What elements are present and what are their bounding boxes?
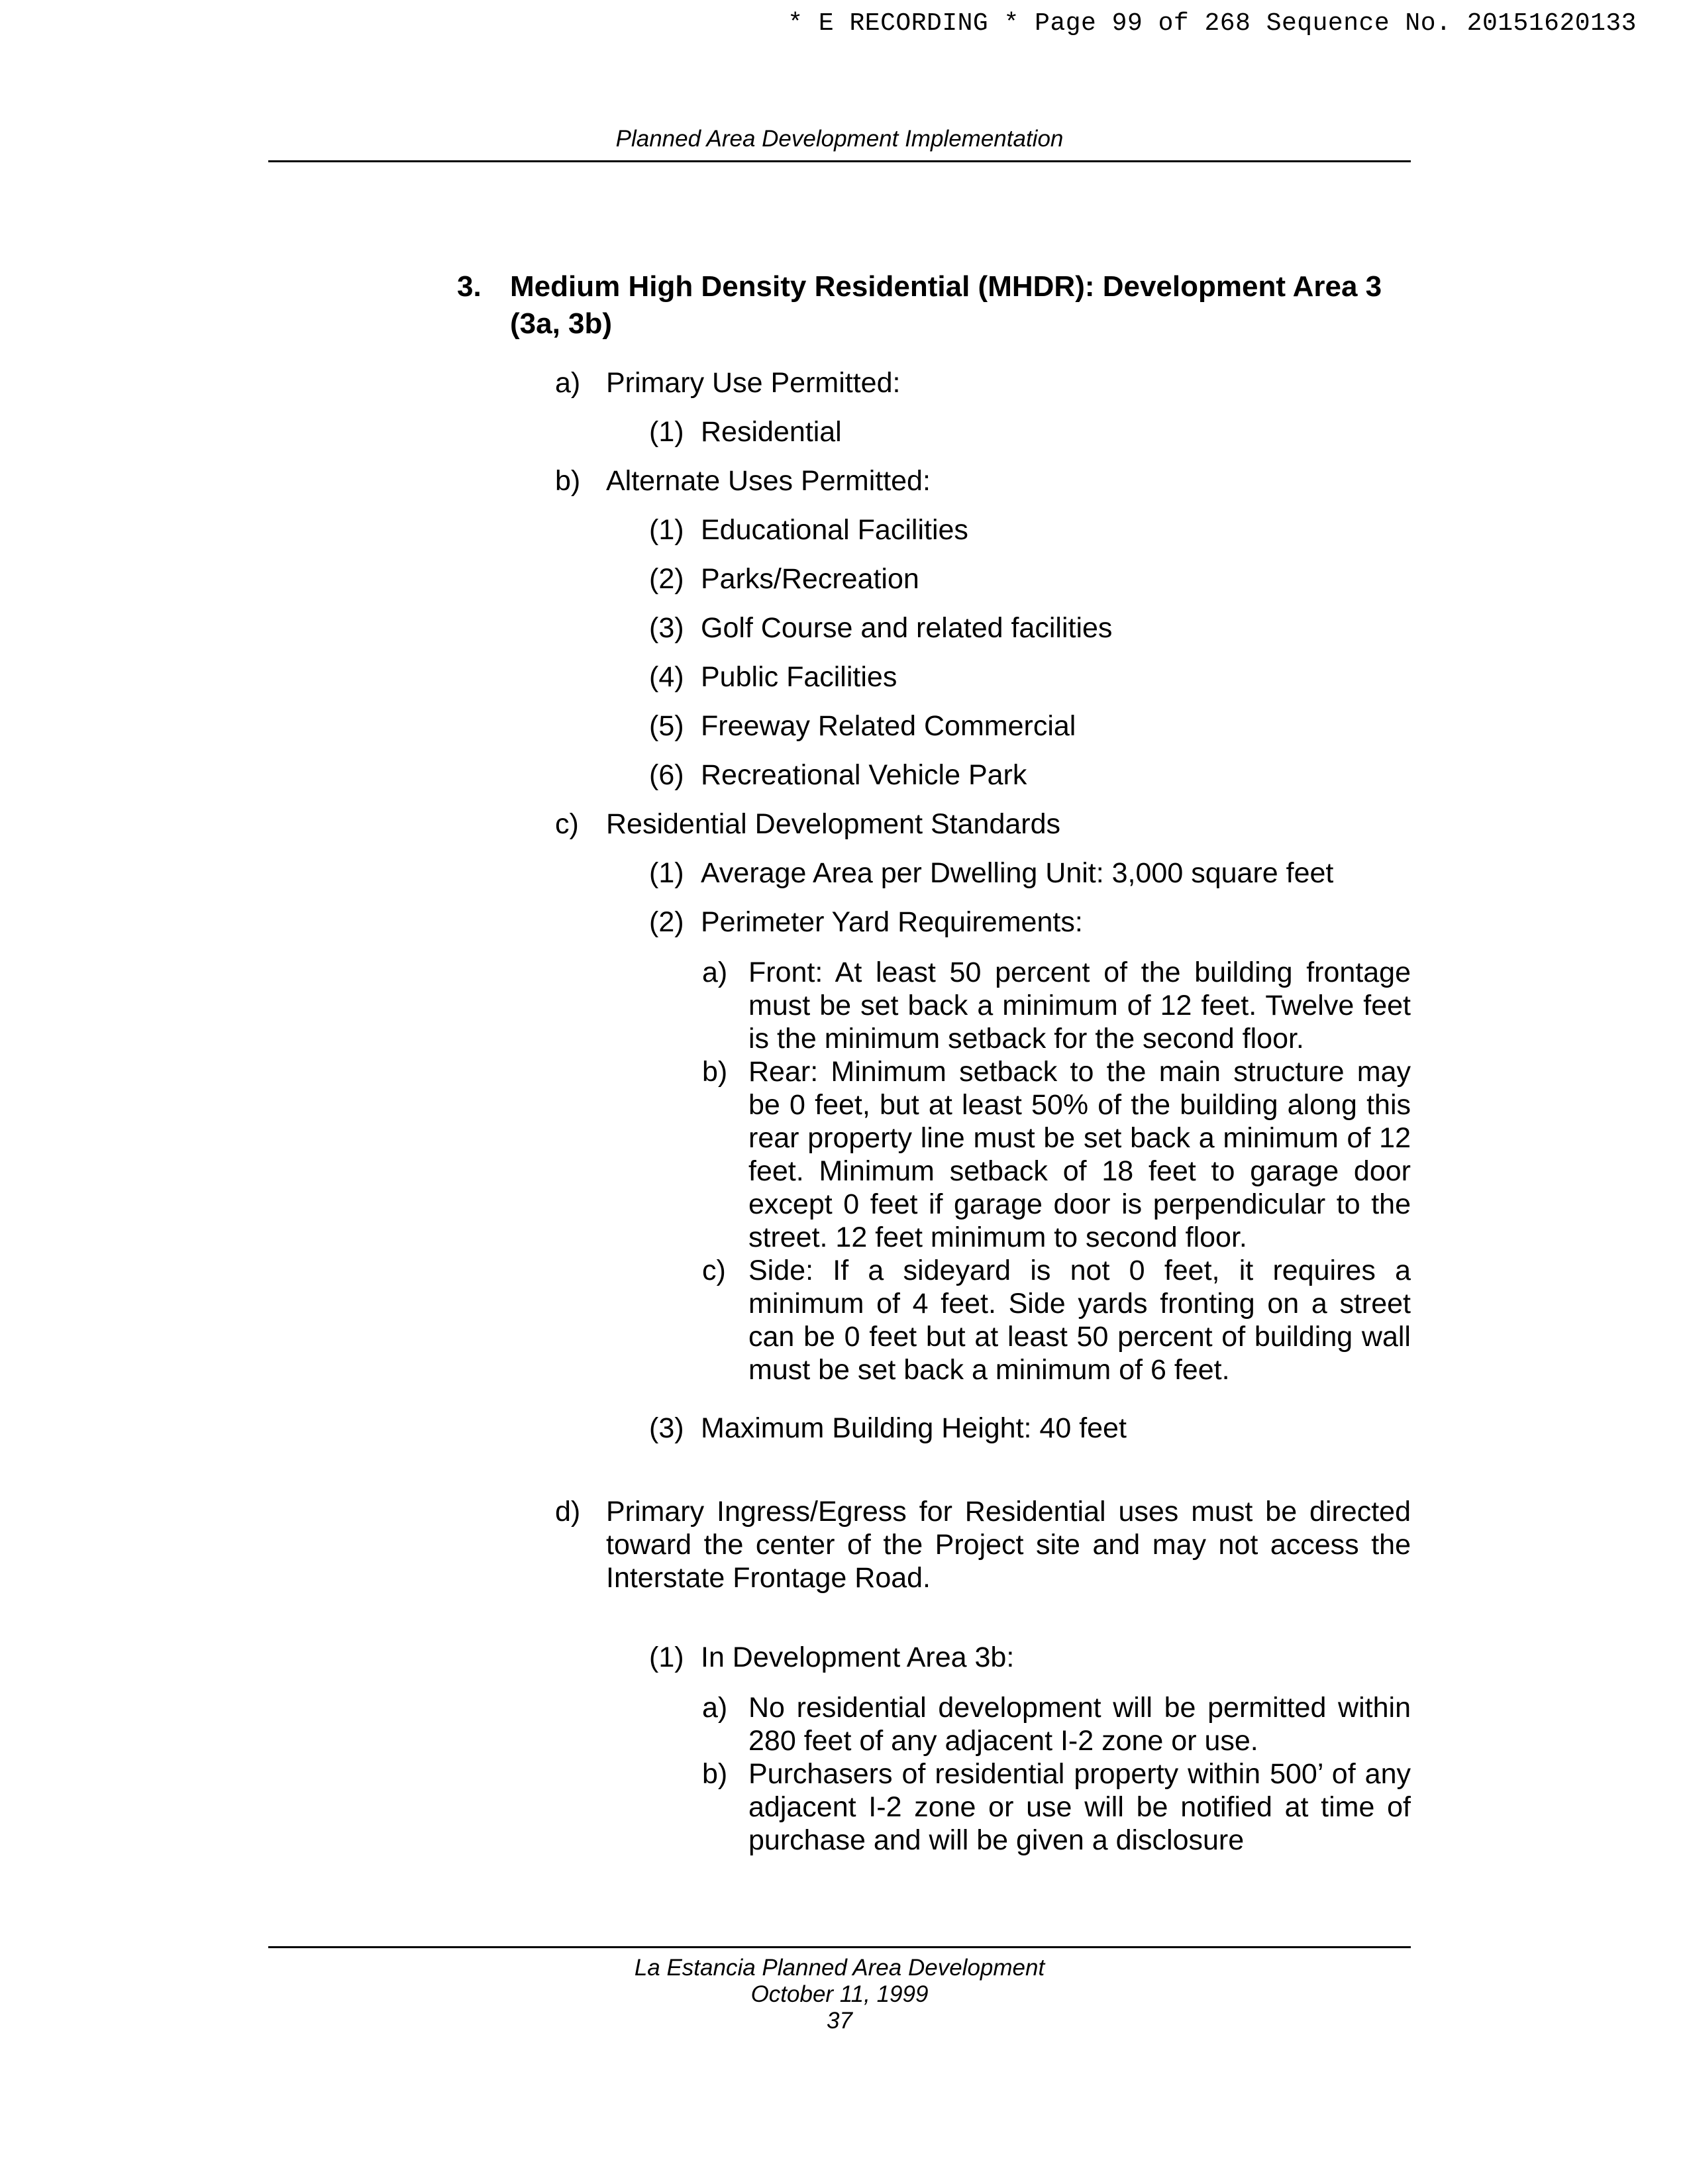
item-c-sub-1-marker: (1) xyxy=(649,857,684,889)
area-3b-a xyxy=(457,1691,1411,1757)
header-title: Planned Area Development Implementation xyxy=(615,126,1064,152)
item-b-sub-1-text: Educational Facilities xyxy=(701,514,968,546)
yard-front-text: Front: At least 50 percent of the building frontage must be set back a minimum of 12 feet. Twelve feet is the minimum setback for the second floor. xyxy=(748,957,1411,1055)
item-a-sub-1 xyxy=(457,415,1411,448)
item-b-sub-2 xyxy=(457,562,1411,596)
yard-front-marker: a) xyxy=(702,957,728,988)
item-c-text: Residential Development Standards xyxy=(606,808,1061,840)
item-a xyxy=(457,366,1411,399)
item-b-text: Alternate Uses Permitted: xyxy=(606,465,931,497)
footer-document-title: La Estancia Planned Area Development xyxy=(634,1955,1045,1981)
item-b-sub-3-marker: (3) xyxy=(649,612,684,644)
item-b-marker: b) xyxy=(555,465,581,497)
item-b-sub-1-marker: (1) xyxy=(649,514,684,546)
item-b-sub-5-marker: (5) xyxy=(649,710,684,742)
yard-side-text: Side: If a sideyard is not 0 feet, it requires a minimum of 4 feet. Side yards fronting on a street can be 0 feet but at least 50 percent of building wall must be set back a minimum of 6 feet. xyxy=(748,1255,1411,1386)
yard-front xyxy=(457,956,1411,1055)
footer-date: October 11, 1999 xyxy=(750,1981,929,2007)
area-3b-b xyxy=(457,1757,1411,1857)
item-c-sub-2 xyxy=(457,906,1411,939)
item-c-sub-1-text: Average Area per Dwelling Unit: 3,000 square feet xyxy=(701,857,1334,889)
item-b-sub-6 xyxy=(457,758,1411,792)
yard-rear-marker: b) xyxy=(702,1056,728,1088)
item-b-sub-3-text: Golf Course and related facilities xyxy=(701,612,1113,644)
item-b-sub-4-marker: (4) xyxy=(649,661,684,693)
item-b xyxy=(457,464,1411,497)
item-d-sub-1 xyxy=(457,1641,1411,1674)
item-a-sub-1-marker: (1) xyxy=(649,416,684,448)
area-3b-a-marker: a) xyxy=(702,1692,728,1724)
area-3b-b-text: Purchasers of residential property within 500’ of any adjacent I-2 zone or use will be notified at time of purchase and will be given a disclosure xyxy=(748,1758,1411,1856)
item-c-sub-2-text: Perimeter Yard Requirements: xyxy=(701,906,1083,938)
page-footer xyxy=(268,1946,1411,2034)
item-b-sub-4-text: Public Facilities xyxy=(701,661,897,693)
item-c-sub-1 xyxy=(457,857,1411,890)
item-b-sub-6-text: Recreational Vehicle Park xyxy=(701,759,1027,791)
item-c-sub-3-text: Maximum Building Height: 40 feet xyxy=(701,1412,1127,1444)
item-d xyxy=(457,1495,1411,1594)
recording-stamp: * E RECORDING * Page 99 of 268 Sequence No. 20151620133 xyxy=(788,9,1637,38)
item-c-sub-3 xyxy=(457,1412,1411,1445)
item-b-sub-2-marker: (2) xyxy=(649,563,684,595)
document-body xyxy=(457,268,1411,1857)
item-b-sub-5 xyxy=(457,709,1411,743)
item-d-sub-1-marker: (1) xyxy=(649,1641,684,1673)
item-b-sub-2-text: Parks/Recreation xyxy=(701,563,919,595)
item-a-marker: a) xyxy=(555,367,581,399)
item-b-sub-3 xyxy=(457,611,1411,645)
area-3b-b-marker: b) xyxy=(702,1758,728,1790)
page-header xyxy=(268,126,1411,162)
item-d-marker: d) xyxy=(555,1496,581,1528)
yard-rear xyxy=(457,1055,1411,1254)
item-d-sub-1-text: In Development Area 3b: xyxy=(701,1641,1015,1673)
item-c-marker: c) xyxy=(555,808,579,840)
yard-side xyxy=(457,1254,1411,1386)
item-c-sub-3-marker: (3) xyxy=(649,1412,684,1444)
item-a-text: Primary Use Permitted: xyxy=(606,367,901,399)
item-b-sub-6-marker: (6) xyxy=(649,759,684,791)
yard-rear-text: Rear: Minimum setback to the main structure may be 0 feet, but at least 50% of the building along this rear property line must be set back a minimum of 12 feet. Minimum setback of 18 feet to garage door except 0 feet if garage door is perpendicular to the street. 12 feet minimum to second floor. xyxy=(748,1056,1411,1253)
section-title: Medium High Density Residential (MHDR): Development Area 3 (3a, 3b) xyxy=(510,270,1382,340)
item-a-sub-1-text: Residential xyxy=(701,416,842,448)
item-b-sub-1 xyxy=(457,513,1411,546)
item-c xyxy=(457,807,1411,841)
item-b-sub-4 xyxy=(457,660,1411,694)
section-heading xyxy=(457,268,1411,342)
item-d-text: Primary Ingress/Egress for Residential uses must be directed toward the center of the Project site and may not access the Interstate Frontage Road. xyxy=(606,1496,1411,1594)
item-b-sub-5-text: Freeway Related Commercial xyxy=(701,710,1076,742)
section-number: 3. xyxy=(457,270,482,303)
page-number: 37 xyxy=(827,2008,852,2034)
item-c-sub-2-marker: (2) xyxy=(649,906,684,938)
yard-side-marker: c) xyxy=(702,1255,726,1286)
area-3b-a-text: No residential development will be permitted within 280 feet of any adjacent I-2 zone or use. xyxy=(748,1692,1411,1757)
